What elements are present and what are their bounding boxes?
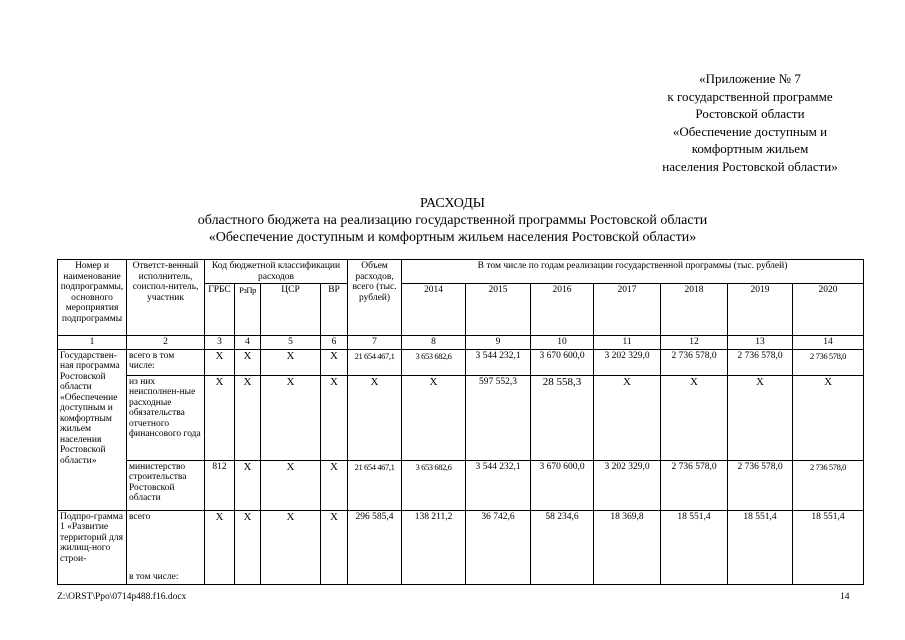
executor-cell: всего в том числе: bbox=[127, 349, 205, 375]
header-csr: ЦСР bbox=[261, 284, 321, 336]
header-program-number: Номер и наименование подпрограммы, основного мероприятия подпрограммы bbox=[58, 260, 127, 336]
year-value: 3 202 329,0 bbox=[594, 349, 661, 375]
year-value: 18 551,4 bbox=[728, 510, 793, 584]
year-value: 3 544 232,1 bbox=[466, 349, 531, 375]
vr-cell: X bbox=[321, 510, 348, 584]
grbs-cell: X bbox=[205, 510, 235, 584]
document-title bbox=[0, 195, 905, 246]
header-rzpr: РзПр bbox=[235, 284, 261, 336]
program-name: Государствен-ная программа Ростовской области «Обеспечение доступным и комфортным жильем населения Ростовской области» bbox=[58, 349, 127, 510]
title-heading: РАСХОДЫ bbox=[420, 196, 485, 211]
year-value: 3 653 682,6 bbox=[402, 349, 466, 375]
csr-cell: X bbox=[261, 349, 321, 375]
expenses-table bbox=[57, 259, 864, 585]
table-row bbox=[58, 375, 864, 460]
year-value: 3 653 682,6 bbox=[402, 460, 466, 510]
column-numbers-row bbox=[58, 336, 864, 350]
year-value: 2 736 578,0 bbox=[793, 349, 864, 375]
executor-cell: из них неисполнен-ные расходные обязательства отчетного финансового года bbox=[127, 375, 205, 460]
footer-page-number: 14 bbox=[840, 592, 850, 602]
year-value: X bbox=[661, 375, 728, 460]
year-value: X bbox=[793, 375, 864, 460]
csr-cell: X bbox=[261, 375, 321, 460]
header-year: 2019 bbox=[728, 284, 793, 336]
header-year: 2014 bbox=[402, 284, 466, 336]
year-value: X bbox=[402, 375, 466, 460]
appendix-line: комфортным жильем bbox=[691, 141, 809, 156]
year-value: 597 552,3 bbox=[466, 375, 531, 460]
column-number: 12 bbox=[661, 336, 728, 350]
grbs-cell: X bbox=[205, 375, 235, 460]
year-value: 3 670 600,0 bbox=[531, 460, 594, 510]
csr-cell: X bbox=[261, 460, 321, 510]
appendix-note bbox=[600, 70, 900, 175]
appendix-line: к государственной программе bbox=[667, 88, 833, 104]
rzpr-cell: X bbox=[235, 460, 261, 510]
header-vr: ВР bbox=[321, 284, 348, 336]
rzpr-cell: X bbox=[235, 510, 261, 584]
column-number: 7 bbox=[348, 336, 402, 350]
column-number: 13 bbox=[728, 336, 793, 350]
table-row bbox=[58, 460, 864, 510]
header-year: 2015 bbox=[466, 284, 531, 336]
column-number: 3 bbox=[205, 336, 235, 350]
rzpr-cell: X bbox=[235, 375, 261, 460]
column-number: 1 bbox=[58, 336, 127, 350]
header-year: 2017 bbox=[594, 284, 661, 336]
header-year: 2020 bbox=[793, 284, 864, 336]
header-grbs: ГРБС bbox=[205, 284, 235, 336]
column-number: 9 bbox=[466, 336, 531, 350]
header-budget-code: Код бюджетной классификации расходов bbox=[205, 260, 348, 284]
appendix-line: населения Ростовской области» bbox=[662, 158, 838, 174]
year-value: 3 202 329,0 bbox=[594, 460, 661, 510]
csr-cell: X bbox=[261, 510, 321, 584]
column-number: 6 bbox=[321, 336, 348, 350]
vr-cell: X bbox=[321, 349, 348, 375]
vr-cell: X bbox=[321, 460, 348, 510]
year-value: 2 736 578,0 bbox=[728, 349, 793, 375]
year-value: 2 736 578,0 bbox=[661, 349, 728, 375]
header-by-years: В том числе по годам реализации государственной программы (тыс. рублей) bbox=[402, 260, 864, 284]
subprogram-executor bbox=[127, 510, 205, 584]
year-value: 18 551,4 bbox=[793, 510, 864, 584]
year-value: 18 551,4 bbox=[661, 510, 728, 584]
column-number: 11 bbox=[594, 336, 661, 350]
header-year: 2018 bbox=[661, 284, 728, 336]
appendix-line: «Приложение № 7 bbox=[699, 71, 801, 86]
appendix-line: «Обеспечение доступным и bbox=[672, 123, 828, 139]
year-value: 2 736 578,0 bbox=[793, 460, 864, 510]
header-total: Объем расходов, всего (тыс. рублей) bbox=[348, 260, 402, 336]
year-value: 36 742,6 bbox=[466, 510, 531, 584]
vr-cell: X bbox=[321, 375, 348, 460]
appendix-line: Ростовской области bbox=[695, 106, 805, 121]
year-value: X bbox=[594, 375, 661, 460]
column-number: 10 bbox=[531, 336, 594, 350]
column-number: 14 bbox=[793, 336, 864, 350]
year-value: 58 234,6 bbox=[531, 510, 594, 584]
column-number: 2 bbox=[127, 336, 205, 350]
grbs-cell: 812 bbox=[205, 460, 235, 510]
year-value: 138 211,2 bbox=[402, 510, 466, 584]
footer-file-path: Z:\ORST\Ppo\0714p488.f16.docx bbox=[57, 592, 187, 602]
total-cell: 21 654 467,1 bbox=[348, 460, 402, 510]
total-cell: 21 654 467,1 bbox=[348, 349, 402, 375]
total-cell: X bbox=[348, 375, 402, 460]
year-value: X bbox=[728, 375, 793, 460]
year-value: 2 736 578,0 bbox=[728, 460, 793, 510]
grbs-cell: X bbox=[205, 349, 235, 375]
year-value: 2 736 578,0 bbox=[661, 460, 728, 510]
title-subheading: областного бюджета на реализацию государственной программы Ростовской области bbox=[197, 213, 708, 228]
total-cell: 296 585,4 bbox=[348, 510, 402, 584]
executor-cell: министерство строительства Ростовской области bbox=[127, 460, 205, 510]
column-number: 5 bbox=[261, 336, 321, 350]
subprogram-executor-including: в том числе: bbox=[129, 572, 179, 582]
year-value: 3 544 232,1 bbox=[466, 460, 531, 510]
column-number: 8 bbox=[402, 336, 466, 350]
title-program-name: «Обеспечение доступным и комфортным жильем населения Ростовской области» bbox=[208, 230, 697, 245]
rzpr-cell: X bbox=[235, 349, 261, 375]
subprogram-name: Подпро-грамма 1 «Развитие территорий для жилищ-ного строи- bbox=[58, 510, 127, 584]
year-value: 18 369,8 bbox=[594, 510, 661, 584]
header-year: 2016 bbox=[531, 284, 594, 336]
subprogram-row bbox=[58, 510, 864, 584]
table-row bbox=[58, 349, 864, 375]
subprogram-executor-total: всего bbox=[129, 511, 151, 522]
header-executor: Ответст-венный исполнитель, соиспол-нитель, участник bbox=[127, 260, 205, 336]
year-value: 3 670 600,0 bbox=[531, 349, 594, 375]
header-row bbox=[58, 260, 864, 284]
year-value: 28 558,3 bbox=[531, 375, 594, 460]
column-number: 4 bbox=[235, 336, 261, 350]
